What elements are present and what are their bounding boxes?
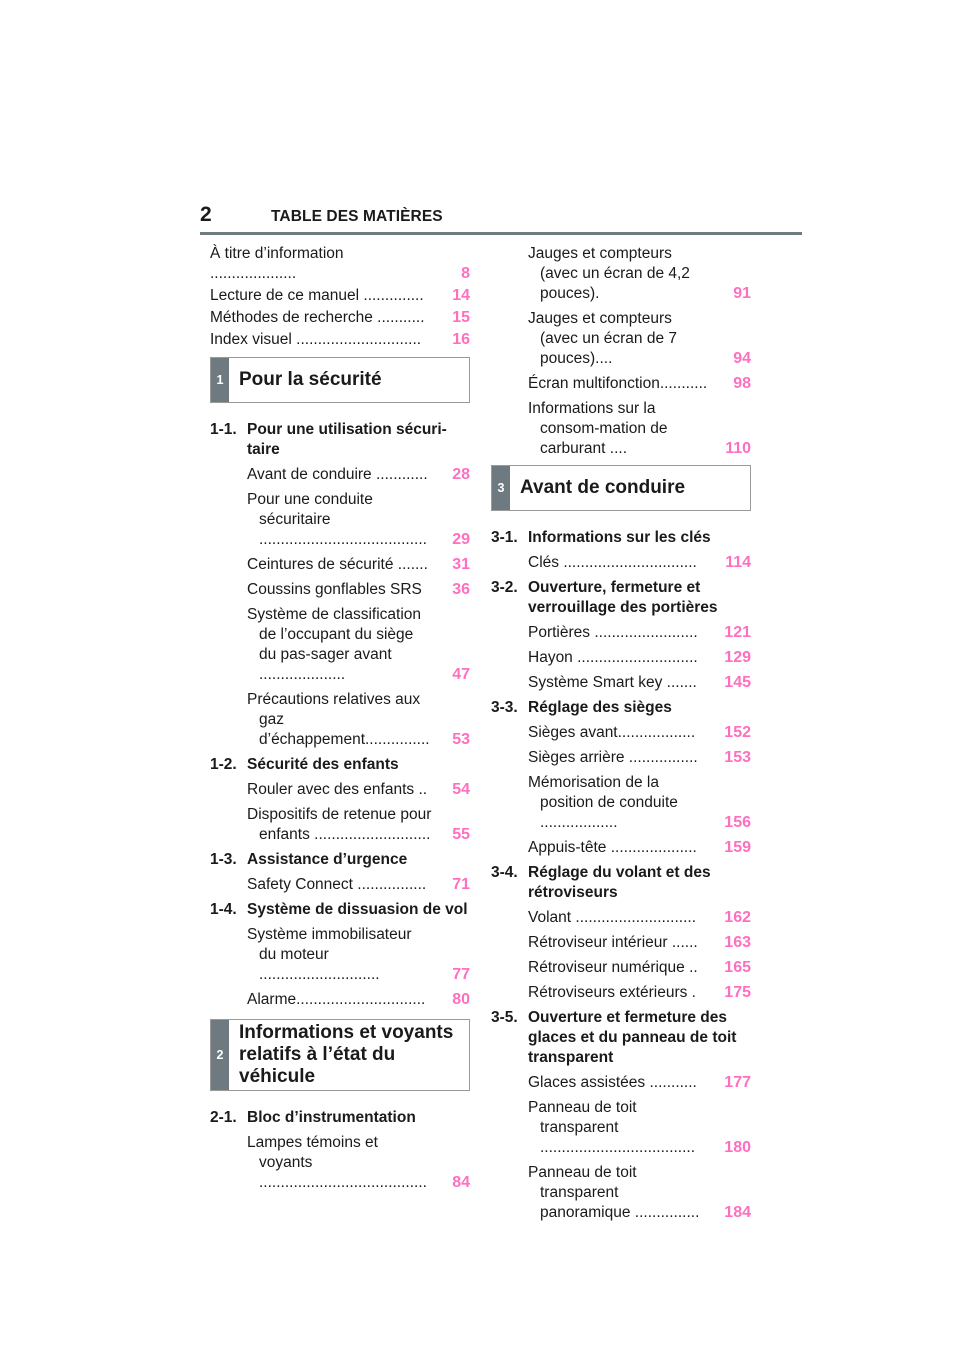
toc-page-number[interactable]: 29 [452,531,470,548]
chapter-number: 3-4. [491,864,518,881]
toc-page-number[interactable]: 114 [725,554,751,571]
leader-dots: ............................. [291,331,422,348]
toc-entry-text [528,399,751,459]
toc-entry-text [247,925,470,985]
toc-entry[interactable] [247,580,470,600]
leader-dots: ........... [645,1074,697,1091]
entry-list [491,908,751,1003]
toc-entry[interactable] [528,244,751,304]
toc-entry-label: Système Smart key [528,674,663,691]
toc-entry[interactable] [528,958,751,978]
section-number: 2 [211,1020,229,1090]
toc-entry-text [528,908,751,928]
toc-entry-label: Coussins gonflables SRS [247,581,422,598]
toc-entry[interactable] [247,555,470,575]
toc-entry-label: Sièges avant [528,724,618,741]
toc-entry[interactable] [528,1163,751,1223]
toc-entry-label: Rétroviseur intérieur [528,934,668,951]
entry-list [210,925,470,1010]
leader-dots: ............... [365,731,430,748]
entry-list [210,875,470,895]
toc-page-number[interactable]: 36 [452,581,470,598]
leader-dots: ........................... [309,826,431,843]
toc-entry-text [528,648,751,668]
toc-page-number[interactable]: 28 [452,466,470,483]
toc-entry[interactable] [247,490,470,550]
chapter-number: 1-2. [210,756,237,773]
leader-dots: .... [605,440,628,457]
toc-page-number[interactable]: 91 [733,285,751,302]
toc-entry[interactable] [528,1098,751,1158]
toc-page-number[interactable]: 71 [452,876,470,893]
toc-page-number[interactable]: 16 [452,331,470,348]
leader-dots: . [687,984,696,1001]
toc-entry-text [528,623,751,643]
toc-page-number[interactable]: 121 [724,624,751,641]
toc-entry-label: Appuis-tête [528,839,607,856]
toc-entry-label: Système immobilisateur du moteur [247,926,412,963]
toc-entry[interactable] [247,690,470,750]
chapter-title: Ouverture, fermeture et verrouillage des portières [528,579,718,616]
entry-list [491,723,751,858]
toc-left-column [210,242,470,1193]
toc-page-number[interactable]: 162 [724,909,751,926]
entry-list [210,780,470,845]
toc-page-number[interactable]: 165 [724,959,751,976]
toc-entry-text [528,748,751,768]
toc-entry-label: Avant de conduire [247,466,372,483]
entry-list [491,1073,751,1223]
toc-entry-text [210,308,470,328]
chapter-title: Sécurité des enfants [247,756,399,773]
toc-page-number[interactable]: 47 [452,666,470,683]
toc-entry-text [247,555,470,575]
toc-entry-text [528,983,751,1003]
toc-page-number[interactable]: 84 [452,1174,470,1191]
toc-page-number[interactable]: 163 [724,934,751,951]
chapter-heading[interactable] [210,900,470,920]
toc-entry-label: Sièges arrière [528,749,625,766]
toc-entry-text [247,465,470,485]
toc-entry[interactable] [247,1133,470,1193]
page-number: 2 [200,203,212,226]
leader-dots: ....................................... [259,1174,427,1191]
toc-entry[interactable] [210,244,470,284]
toc-entry[interactable] [528,1073,751,1093]
chapter-number: 3-1. [491,529,518,546]
toc-entry[interactable] [528,673,751,693]
toc-entry-text [247,690,470,750]
toc-entry-text [528,673,751,693]
toc-entry[interactable] [210,308,470,328]
chapter-heading[interactable] [491,528,751,548]
toc-entry-label: Rouler avec des enfants [247,781,415,798]
chapter-title: Informations sur les clés [528,529,711,546]
toc-entry-text [210,286,470,306]
leader-dots: ............................... [559,554,697,571]
chapter-number: 2-1. [210,1109,237,1126]
section-title: Pour la sécurité [239,369,382,390]
toc-entry-label: Alarme [247,991,297,1008]
chapter-heading[interactable] [210,420,470,460]
leader-dots: .................. [540,814,618,831]
toc-entry[interactable] [528,309,751,369]
leader-dots: ............................ [571,909,696,926]
chapter-title: Bloc d’instrumentation [247,1109,416,1126]
toc-page-number[interactable]: 55 [452,826,470,843]
toc-entry-label: Ceintures de sécurité [247,556,394,573]
leader-dots: ............ [371,466,428,483]
chapter-number: 1-1. [210,421,237,438]
leader-dots: ....... [393,556,428,573]
section-header[interactable] [210,357,470,403]
chapter-heading[interactable] [210,850,470,870]
toc-entry[interactable] [210,286,470,306]
chapter-number: 3-2. [491,579,518,596]
toc-entry[interactable] [247,990,470,1010]
toc-entry[interactable] [528,773,751,833]
toc-page-number[interactable]: 129 [724,649,751,666]
section-number: 3 [492,466,510,510]
chapter-heading[interactable] [491,863,751,903]
section-title: Avant de conduire [520,477,686,498]
toc-entry-text [528,958,751,978]
toc-entry-text [210,244,470,284]
chapter-title: Système de dissuasion de vol [247,901,468,918]
leader-dots: ....... [662,674,697,691]
toc-entry-text [247,990,470,1010]
toc-right-column [491,242,751,1223]
entry-list [491,553,751,573]
intro-list [210,244,470,350]
chapter-title: Pour une utilisation sécuri-taire [247,421,447,458]
chapter-title: Ouverture et fermeture des glaces et du panneau de toit transparent [528,1009,737,1066]
chapter-number: 1-3. [210,851,237,868]
header-rule [200,232,802,235]
toc-entry[interactable] [247,780,470,800]
toc-page-number[interactable]: 145 [724,674,751,691]
toc-entry-label: Lecture de ce manuel [210,287,360,304]
toc-page-number[interactable]: 15 [452,309,470,326]
chapter-heading[interactable] [491,578,751,618]
entry-list [210,465,470,750]
toc-entry-label: À titre d’information [210,245,344,262]
toc-entry-label: Clés [528,554,560,571]
toc-page-number[interactable]: 8 [461,265,470,282]
chapter-heading[interactable] [210,755,470,775]
toc-entry-label: Hayon [528,649,573,666]
toc-page-number[interactable]: 77 [452,966,470,983]
toc-entry[interactable] [528,838,751,858]
leader-dots: .................. [617,724,696,741]
entry-list [491,244,751,459]
leader-dots: .... [595,350,613,367]
chapter-number: 1-4. [210,901,237,918]
toc-entry[interactable] [247,465,470,485]
toc-entry-text [528,773,751,833]
toc-entry[interactable] [247,605,470,685]
leader-dots: ........... [372,309,425,326]
toc-entry-label: Lampes témoins et voyants [247,1134,378,1171]
leader-dots: ................ [624,749,698,766]
toc-entry-label: Informations sur la consom-mation de carburant [528,400,668,457]
toc-entry-label: Jauges et compteurs (avec un écran de 7 pouces) [528,310,678,367]
toc-entry-text [247,805,470,845]
toc-page-number[interactable]: 152 [724,724,751,741]
entry-list [210,1133,470,1193]
toc-entry[interactable] [210,330,470,350]
leader-dots: ............... [630,1204,700,1221]
toc-entry-text [528,933,751,953]
toc-entry-label: Système de classification de l’occupant du siège du pas-sager avant [247,606,422,663]
toc-entry-label: Précautions relatives aux gaz d’échappement [247,691,421,748]
leader-dots: .............. [359,287,424,304]
chapter-title: Réglage des sièges [528,699,672,716]
chapter-title: Assistance d’urgence [247,851,408,868]
chapter-heading[interactable] [210,1108,470,1128]
leader-dots: .. [414,781,428,798]
section-title: Informations et voyants relatifs à l’état du véhicule [239,1022,454,1087]
toc-entry-label: Panneau de toit transparent panoramique [528,1164,637,1221]
toc-entry-text [528,1098,751,1158]
chapter-title: Réglage du volant et des rétroviseurs [528,864,711,901]
chapter-heading[interactable] [491,1008,751,1068]
toc-page-number[interactable]: 159 [724,839,751,856]
leader-dots: .................................... [540,1139,696,1156]
leader-dots: ............................ [572,649,698,666]
toc-entry-text [247,780,470,800]
toc-page-number[interactable]: 177 [724,1074,751,1091]
toc-entry[interactable] [528,648,751,668]
toc-page-number[interactable]: 53 [452,731,470,748]
toc-entry-label: Rétroviseur numérique [528,959,685,976]
toc-entry-text [528,374,751,394]
toc-entry-label: Écran multifonction [528,375,660,392]
toc-page-number[interactable]: 184 [724,1204,751,1221]
chapter-number: 3-5. [491,1009,518,1026]
toc-entry-text [247,875,470,895]
toc-page-number[interactable]: 156 [724,814,751,831]
toc-page-number[interactable]: 31 [452,556,470,573]
leader-dots: ....................................... [259,531,427,548]
toc-entry[interactable] [247,925,470,985]
leader-dots: ........... [659,375,708,392]
section-header[interactable] [491,465,751,511]
toc-entry[interactable] [247,875,470,895]
toc-entry[interactable] [528,723,751,743]
leader-dots: .................... [259,666,346,683]
toc-page-number[interactable]: 110 [725,440,751,457]
toc-entry-text [528,838,751,858]
toc-entry[interactable] [528,983,751,1003]
toc-page-number[interactable]: 54 [452,781,470,798]
toc-page-number[interactable]: 94 [733,350,751,367]
toc-entry-text [247,605,470,685]
leader-dots: ........................ [590,624,698,641]
toc-entry-label: Panneau de toit transparent [528,1099,637,1136]
toc-entry-text [247,1133,470,1193]
leader-dots: .................... [210,265,297,282]
toc-page-number[interactable]: 98 [733,375,751,392]
toc-entry-label: Portières [528,624,591,641]
leader-dots: .................... [606,839,697,856]
leader-dots: ...... [667,934,698,951]
toc-entry-text [247,580,470,600]
toc-page-number[interactable]: 153 [724,749,751,766]
toc-entry-label: Jauges et compteurs (avec un écran de 4,2 pouces). [528,245,690,302]
toc-page-number[interactable]: 180 [724,1139,751,1156]
toc-entry-label: Pour une conduite sécuritaire [247,491,373,528]
toc-entry-label: Safety Connect [247,876,353,893]
leader-dots: .............................. [296,991,426,1008]
toc-entry-text [528,1073,751,1093]
toc-entry[interactable] [528,748,751,768]
toc-entry-label: Index visuel [210,331,292,348]
toc-entry-text [210,330,470,350]
toc-entry-label: Dispositifs de retenue pour enfants [247,806,432,843]
chapter-heading[interactable] [491,698,751,718]
toc-entry-text [247,490,470,550]
toc-entry[interactable] [528,623,751,643]
toc-entry-text [528,723,751,743]
toc-entry[interactable] [528,933,751,953]
toc-page-number[interactable]: 175 [724,984,751,1001]
toc-entry-label: Mémorisation de la position de conduite [528,774,678,811]
toc-entry-text [528,1163,751,1223]
toc-entry-label: Rétroviseurs extérieurs [528,984,688,1001]
toc-entry-label: Volant [528,909,572,926]
leader-dots: .. [684,959,698,976]
entry-list [491,623,751,693]
toc-entry-text [528,553,751,573]
toc-page-number[interactable]: 14 [452,287,470,304]
toc-entry-text [528,244,751,304]
toc-entry[interactable] [528,399,751,459]
toc-entry-label: Glaces assistées [528,1074,646,1091]
section-header[interactable] [210,1019,470,1091]
page-title: TABLE DES MATIÈRES [271,208,443,225]
toc-entry[interactable] [528,908,751,928]
toc-entry-label: Méthodes de recherche [210,309,373,326]
leader-dots: ................ [352,876,427,893]
chapter-number: 3-3. [491,699,518,716]
leader-dots: ............................ [259,966,380,983]
toc-entry[interactable] [528,374,751,394]
toc-entry[interactable] [247,805,470,845]
section-number: 1 [211,358,229,402]
toc-entry[interactable] [528,553,751,573]
toc-entry-text [528,309,751,369]
toc-page-number[interactable]: 80 [452,991,470,1008]
